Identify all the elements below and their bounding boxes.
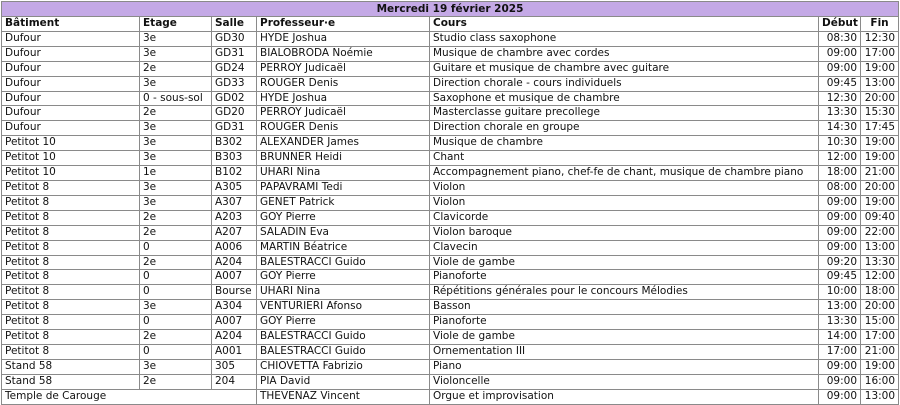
cell-room: GD24: [212, 61, 257, 76]
cell-room: A001: [212, 344, 257, 359]
cell-teacher: ALEXANDER James: [257, 136, 430, 151]
cell-start: 10:00: [819, 285, 861, 300]
cell-start: 18:00: [819, 166, 861, 181]
cell-teacher: MARTIN Béatrice: [257, 240, 430, 255]
schedule-title: Mercredi 19 février 2025: [2, 2, 899, 17]
cell-course: Ornementation III: [430, 344, 819, 359]
cell-teacher: ROUGER Denis: [257, 121, 430, 136]
table-row-last: [2, 389, 899, 404]
cell-end: 13:00: [861, 389, 899, 404]
cell-course: Studio class saxophone: [430, 31, 819, 46]
cell-room: B302: [212, 136, 257, 151]
cell-teacher: PERROY Judicaël: [257, 61, 430, 76]
table-row: [2, 166, 899, 181]
cell-end: 20:00: [861, 180, 899, 195]
cell-room: B303: [212, 151, 257, 166]
cell-building: Petitot 8: [2, 315, 140, 330]
cell-teacher: HYDE Joshua: [257, 31, 430, 46]
table-row: [2, 240, 899, 255]
cell-course: Guitare et musique de chambre avec guitare: [430, 61, 819, 76]
cell-building: Dufour: [2, 106, 140, 121]
cell-teacher: GOY Pierre: [257, 270, 430, 285]
cell-start: 13:00: [819, 300, 861, 315]
cell-start: 09:00: [819, 374, 861, 389]
cell-course: Violon: [430, 195, 819, 210]
cell-teacher: PAPAVRAMI Tedi: [257, 180, 430, 195]
cell-end: 13:00: [861, 76, 899, 91]
cell-building: Petitot 8: [2, 330, 140, 345]
cell-building: Dufour: [2, 61, 140, 76]
cell-end: 15:00: [861, 315, 899, 330]
cell-building: Petitot 8: [2, 255, 140, 270]
cell-start: 14:30: [819, 121, 861, 136]
cell-end: 15:30: [861, 106, 899, 121]
col-header-start: Début: [819, 17, 861, 32]
table-row: [2, 210, 899, 225]
cell-end: 12:00: [861, 270, 899, 285]
cell-end: 20:00: [861, 91, 899, 106]
cell-teacher: ROUGER Denis: [257, 76, 430, 91]
cell-course: Musique de chambre: [430, 136, 819, 151]
cell-floor: 3e: [140, 195, 212, 210]
cell-start: 10:30: [819, 136, 861, 151]
cell-room: A203: [212, 210, 257, 225]
cell-floor: 2e: [140, 255, 212, 270]
cell-floor: 3e: [140, 46, 212, 61]
table-row: [2, 270, 899, 285]
cell-floor: 2e: [140, 374, 212, 389]
cell-teacher: HYDE Joshua: [257, 91, 430, 106]
table-row: [2, 46, 899, 61]
cell-floor: 3e: [140, 76, 212, 91]
cell-floor: 0: [140, 315, 212, 330]
title-row: [2, 2, 899, 17]
cell-start: 08:00: [819, 180, 861, 195]
cell-building: Petitot 10: [2, 136, 140, 151]
cell-teacher: UHARI Nina: [257, 166, 430, 181]
cell-building: Petitot 8: [2, 285, 140, 300]
cell-course: Basson: [430, 300, 819, 315]
cell-start: 14:00: [819, 330, 861, 345]
table-row: [2, 106, 899, 121]
table-row: [2, 315, 899, 330]
cell-floor: 0: [140, 270, 212, 285]
cell-end: 19:00: [861, 151, 899, 166]
schedule-body: [2, 31, 899, 389]
cell-room: GD31: [212, 46, 257, 61]
table-row: [2, 359, 899, 374]
cell-start: 09:00: [819, 210, 861, 225]
cell-room: A006: [212, 240, 257, 255]
cell-course: Accompagnement piano, chef-fe de chant, musique de chambre piano: [430, 166, 819, 181]
cell-room: Bourse: [212, 285, 257, 300]
cell-start: 13:30: [819, 315, 861, 330]
col-header-building: Bâtiment: [2, 17, 140, 32]
cell-start: 12:30: [819, 91, 861, 106]
cell-course: Viole de gambe: [430, 255, 819, 270]
cell-end: 19:00: [861, 136, 899, 151]
cell-room: GD02: [212, 91, 257, 106]
cell-room: GD20: [212, 106, 257, 121]
cell-start: 09:20: [819, 255, 861, 270]
cell-start: 09:45: [819, 76, 861, 91]
cell-course: Pianoforte: [430, 270, 819, 285]
cell-end: 09:40: [861, 210, 899, 225]
cell-course: Viole de gambe: [430, 330, 819, 345]
cell-teacher: BALESTRACCI Guido: [257, 344, 430, 359]
cell-floor: 2e: [140, 61, 212, 76]
table-row: [2, 330, 899, 345]
cell-building: Petitot 8: [2, 270, 140, 285]
table-row: [2, 300, 899, 315]
cell-room: A204: [212, 255, 257, 270]
cell-start: 12:00: [819, 151, 861, 166]
cell-teacher: BIALOBRODA Noémie: [257, 46, 430, 61]
col-header-teacher: Professeur·e: [257, 17, 430, 32]
cell-room: 204: [212, 374, 257, 389]
cell-building: Petitot 8: [2, 195, 140, 210]
table-row: [2, 225, 899, 240]
table-row: [2, 136, 899, 151]
cell-course: Saxophone et musique de chambre: [430, 91, 819, 106]
cell-building: Petitot 10: [2, 166, 140, 181]
cell-start: 09:00: [819, 389, 861, 404]
cell-building: Petitot 8: [2, 180, 140, 195]
cell-room: GD33: [212, 76, 257, 91]
cell-room: GD30: [212, 31, 257, 46]
cell-course: Répétitions générales pour le concours Mélodies: [430, 285, 819, 300]
table-row: [2, 121, 899, 136]
cell-course: Clavecin: [430, 240, 819, 255]
cell-start: 09:00: [819, 61, 861, 76]
cell-end: 12:30: [861, 31, 899, 46]
col-header-room: Salle: [212, 17, 257, 32]
cell-floor: 2e: [140, 225, 212, 240]
cell-room: A304: [212, 300, 257, 315]
cell-floor: 3e: [140, 121, 212, 136]
table-row: [2, 76, 899, 91]
schedule-table: [1, 1, 899, 405]
cell-room: A007: [212, 270, 257, 285]
cell-floor: 3e: [140, 31, 212, 46]
cell-teacher: GOY Pierre: [257, 315, 430, 330]
cell-start: 09:45: [819, 270, 861, 285]
cell-end: 13:00: [861, 240, 899, 255]
cell-building: Dufour: [2, 121, 140, 136]
cell-course: Chant: [430, 151, 819, 166]
cell-end: 16:00: [861, 374, 899, 389]
cell-course: Clavicorde: [430, 210, 819, 225]
cell-floor: 3e: [140, 359, 212, 374]
table-row: [2, 151, 899, 166]
cell-building: Dufour: [2, 76, 140, 91]
table-row: [2, 285, 899, 300]
cell-course: Musique de chambre avec cordes: [430, 46, 819, 61]
cell-room: A307: [212, 195, 257, 210]
cell-course: Direction chorale en groupe: [430, 121, 819, 136]
header-row: [2, 17, 899, 32]
cell-room: A204: [212, 330, 257, 345]
cell-start: 09:00: [819, 240, 861, 255]
cell-building: Petitot 8: [2, 210, 140, 225]
cell-course: Orgue et improvisation: [430, 389, 819, 404]
cell-course: Direction chorale - cours individuels: [430, 76, 819, 91]
cell-floor: 0 - sous-sol: [140, 91, 212, 106]
cell-floor: 0: [140, 285, 212, 300]
cell-floor: 3e: [140, 180, 212, 195]
cell-room: A007: [212, 315, 257, 330]
cell-end: 21:00: [861, 344, 899, 359]
col-header-course: Cours: [430, 17, 819, 32]
table-row: [2, 374, 899, 389]
cell-end: 17:45: [861, 121, 899, 136]
cell-start: 09:00: [819, 225, 861, 240]
cell-floor: 2e: [140, 106, 212, 121]
cell-course: Piano: [430, 359, 819, 374]
cell-room: B102: [212, 166, 257, 181]
cell-teacher: GENET Patrick: [257, 195, 430, 210]
cell-start: 09:00: [819, 46, 861, 61]
cell-floor: 1e: [140, 166, 212, 181]
cell-end: 19:00: [861, 359, 899, 374]
table-row: [2, 255, 899, 270]
cell-room: 305: [212, 359, 257, 374]
table-row: [2, 61, 899, 76]
cell-floor: 3e: [140, 136, 212, 151]
cell-end: 19:00: [861, 195, 899, 210]
col-header-end: Fin: [861, 17, 899, 32]
cell-start: 08:30: [819, 31, 861, 46]
cell-end: 21:00: [861, 166, 899, 181]
table-row: [2, 344, 899, 359]
cell-floor: 0: [140, 240, 212, 255]
cell-end: 18:00: [861, 285, 899, 300]
cell-room: A207: [212, 225, 257, 240]
cell-end: 19:00: [861, 61, 899, 76]
cell-start: 09:00: [819, 195, 861, 210]
cell-teacher: BALESTRACCI Guido: [257, 330, 430, 345]
cell-teacher: THEVENAZ Vincent: [257, 389, 430, 404]
cell-course: Pianoforte: [430, 315, 819, 330]
cell-building: Petitot 8: [2, 240, 140, 255]
cell-end: 17:00: [861, 330, 899, 345]
cell-building: Temple de Carouge: [2, 389, 257, 404]
cell-course: Violon baroque: [430, 225, 819, 240]
cell-floor: 0: [140, 344, 212, 359]
cell-course: Masterclasse guitare precollege: [430, 106, 819, 121]
table-row: [2, 195, 899, 210]
schedule-container: [1, 1, 898, 405]
cell-building: Petitot 8: [2, 344, 140, 359]
cell-building: Stand 58: [2, 359, 140, 374]
cell-room: A305: [212, 180, 257, 195]
cell-end: 22:00: [861, 225, 899, 240]
cell-start: 09:00: [819, 359, 861, 374]
cell-teacher: BALESTRACCI Guido: [257, 255, 430, 270]
cell-teacher: VENTURIERI Afonso: [257, 300, 430, 315]
cell-room: GD31: [212, 121, 257, 136]
cell-building: Petitot 8: [2, 225, 140, 240]
cell-end: 17:00: [861, 46, 899, 61]
table-row: [2, 180, 899, 195]
cell-building: Dufour: [2, 31, 140, 46]
cell-teacher: PERROY Judicaël: [257, 106, 430, 121]
cell-teacher: CHIOVETTA Fabrizio: [257, 359, 430, 374]
cell-floor: 3e: [140, 300, 212, 315]
cell-teacher: UHARI Nina: [257, 285, 430, 300]
cell-building: Stand 58: [2, 374, 140, 389]
cell-building: Dufour: [2, 46, 140, 61]
table-row: [2, 31, 899, 46]
cell-building: Petitot 8: [2, 300, 140, 315]
cell-building: Dufour: [2, 91, 140, 106]
table-row: [2, 91, 899, 106]
cell-end: 20:00: [861, 300, 899, 315]
cell-course: Violoncelle: [430, 374, 819, 389]
cell-start: 13:30: [819, 106, 861, 121]
cell-building: Petitot 10: [2, 151, 140, 166]
cell-teacher: BRUNNER Heidi: [257, 151, 430, 166]
cell-teacher: SALADIN Eva: [257, 225, 430, 240]
cell-teacher: PIA David: [257, 374, 430, 389]
cell-course: Violon: [430, 180, 819, 195]
cell-floor: 2e: [140, 210, 212, 225]
cell-floor: 2e: [140, 330, 212, 345]
cell-start: 17:00: [819, 344, 861, 359]
cell-floor: 3e: [140, 151, 212, 166]
cell-teacher: GOY Pierre: [257, 210, 430, 225]
col-header-floor: Etage: [140, 17, 212, 32]
cell-end: 13:30: [861, 255, 899, 270]
